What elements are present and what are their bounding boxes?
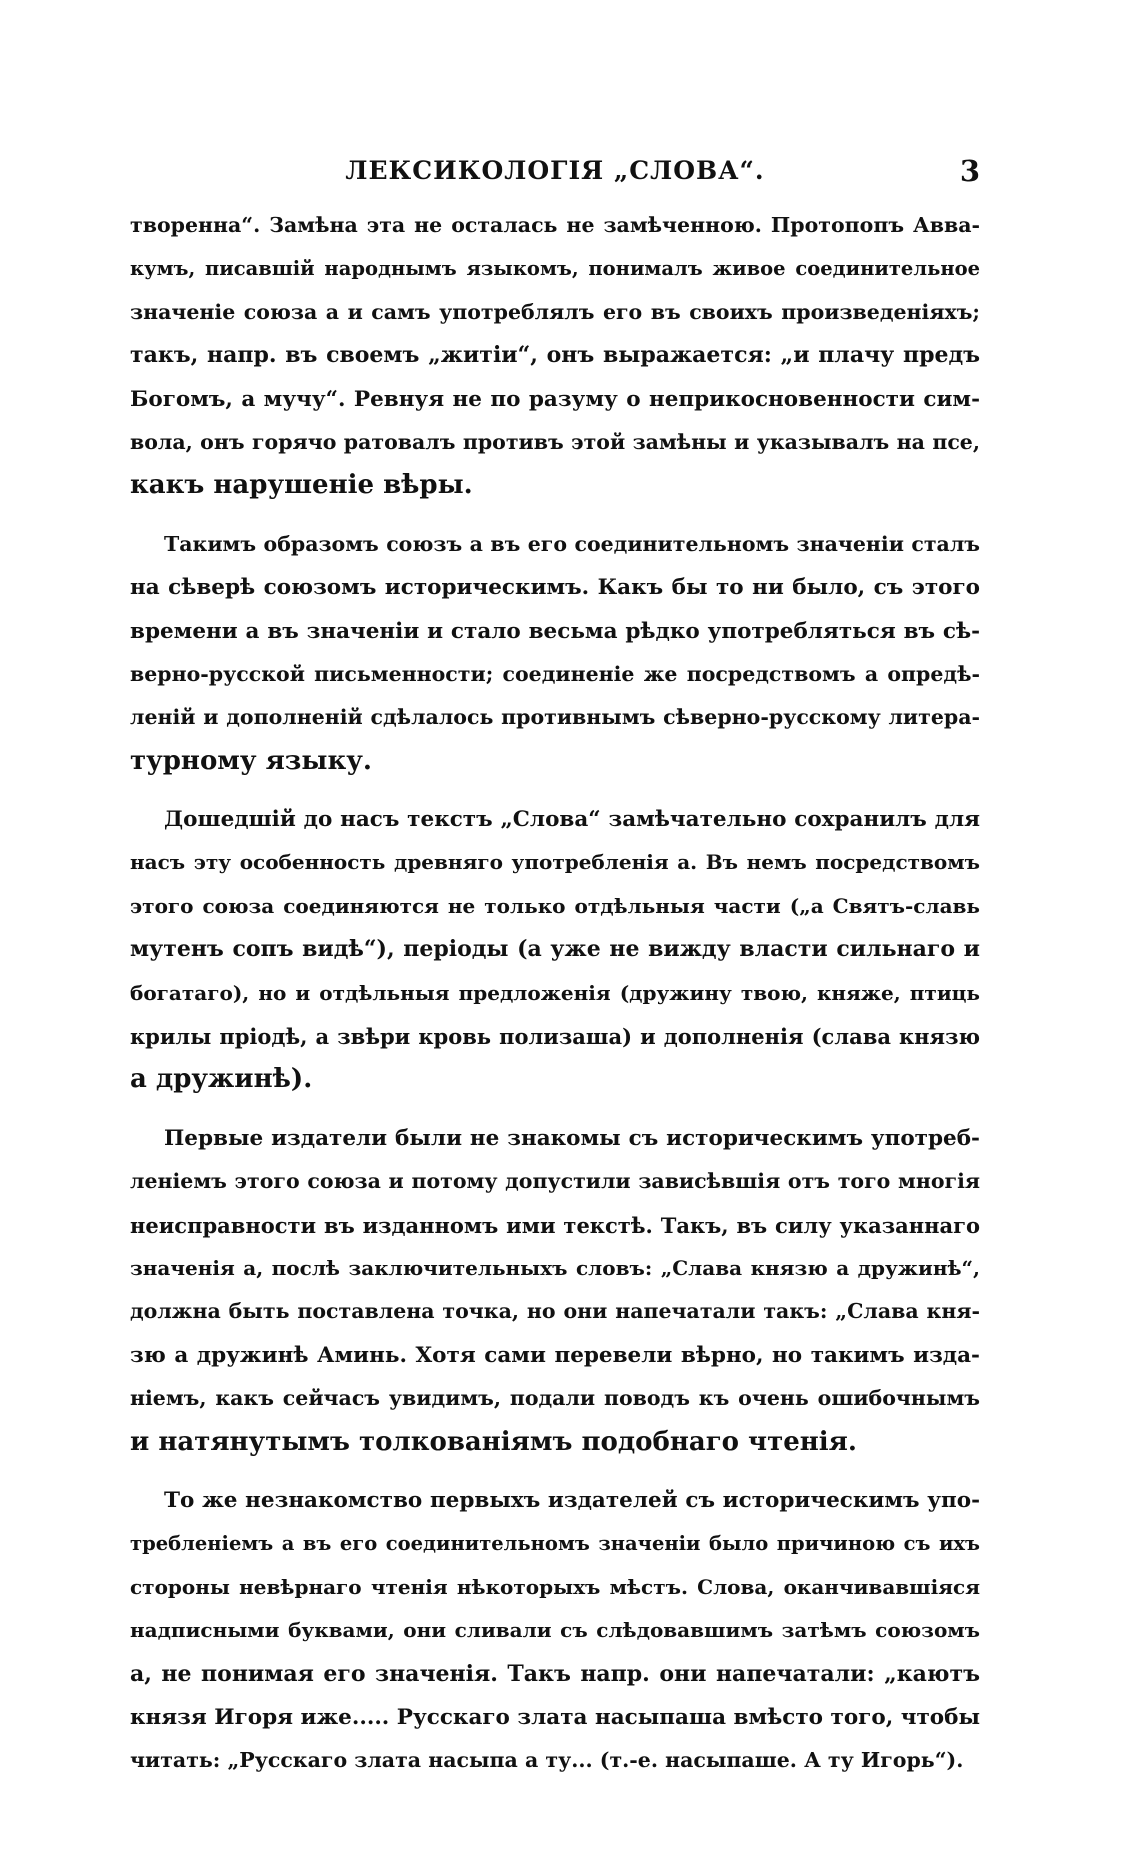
text-line: а, не понимая его значенія. Такъ напр. они напечатали: „каютъ [130,1660,980,1687]
body-text [130,204,980,1798]
text-line: неисправности въ изданномъ ими текстѣ. Такъ, въ силу указаннаго [130,1212,980,1238]
paragraph-1 [130,204,980,508]
text-line: какъ нарушеніе вѣры. [130,470,473,501]
text-line: творенна“. Замѣна эта не осталась не замѣченною. Протопопъ Авва- [130,213,980,237]
text-line: читать: „Русскаго злата насыпа а ту... (т.-е. насыпаше. А ту Игорь“). [130,1748,964,1773]
text-line: Первые издатели были не знакомы съ историческимъ употреб- [164,1125,980,1151]
text-line: должна быть поставлена точка, но они напечатали такъ: „Слава кня- [130,1299,980,1324]
text-line: этого союза соединяются не только отдѣльныя части („а Святъ-славь [130,893,980,918]
text-line: ніемъ, какъ сейчасъ увидимъ, подали поводъ къ очень ошибочнымъ [130,1386,980,1411]
paragraph-2 [130,523,980,783]
text-line: Дошедшій до насъ текстъ „Слова“ замѣчательно сохранилъ для [164,807,980,833]
text-line: турному языку. [130,745,372,776]
text-line: кумъ, писавшій народнымъ языкомъ, понималъ живое соединительное [130,257,980,281]
text-line: леніемъ этого союза и потому допустили зависѣвшія отъ того многія [130,1169,980,1194]
running-title: ЛЕКСИКОЛОГІЯ „СЛОВА“. [345,156,765,185]
text-line: богатаго), но и отдѣльныя предложенія (дружину твою, княже, птиць [130,980,980,1005]
text-line: значеніе союза а и самъ употреблялъ его въ своихъ произведеніяхъ; [130,299,980,324]
page-number: 3 [959,154,980,188]
text-line: Такимъ образомъ союзъ а въ его соединительномъ значеніи сталъ [164,531,980,556]
text-line: крилы пріодѣ, а звѣри кровь полизаша) и дополненія (слава князю [130,1024,980,1050]
text-line: и натянутымъ толкованіямъ подобнаго чтенія. [130,1426,857,1457]
text-line: требленіемъ а въ его соединительномъ значеніи было причиною съ ихъ [130,1532,980,1556]
text-line: надписными буквами, они сливали съ слѣдовавшимъ затѣмъ союзомъ [130,1618,980,1643]
text-line: стороны невѣрнаго чтенія нѣкоторыхъ мѣстъ. Слова, оканчивавшіяся [130,1574,980,1599]
text-line: такъ, напр. въ своемъ „житіи“, онъ выражается: „и плачу предъ [130,342,980,369]
text-line: на сѣверѣ союзомъ историческимъ. Какъ бы то ни было, съ этого [130,575,980,601]
text-line: насъ эту особенность древняго употребленія а. Въ немъ посредствомъ [130,850,980,875]
text-line: значенія а, послѣ заключительныхъ словъ: „Слава князю а дружинѣ“, [130,1255,980,1280]
paragraph-3 [130,798,980,1102]
paragraph-5 [130,1479,980,1783]
text-line: верно-русской письменности; соединеніе же посредствомъ а опредѣ- [130,661,980,686]
text-line: князя Игоря иже..... Русскаго злата насыпаша вмѣсто того, чтобы [130,1704,980,1730]
text-line: Богомъ, а мучу“. Ревнуя не по разуму о неприкосновенности сим- [130,386,980,412]
text-line: а дружинѣ). [130,1064,313,1095]
text-line: То же незнакомство первыхъ издателей съ историческимъ упо- [164,1487,980,1513]
text-line: зю а дружинѣ Аминь. Хотя сами перевели вѣрно, но такимъ изда- [130,1342,980,1368]
text-line: леній и дополненій сдѣлалось противнымъ сѣверно-русскому литера- [130,705,980,730]
running-head [130,156,980,196]
text-line: вола, онъ горячо ратовалъ противъ этой замѣны и указывалъ на псе, [130,429,980,454]
text-line: времени а въ значеніи и стало весьма рѣдко употребляться въ сѣ- [130,618,980,644]
text-line: мутенъ сопъ видѣ“), періоды (а уже не вижду власти сильнаго и [130,936,980,963]
paragraph-4 [130,1117,980,1464]
